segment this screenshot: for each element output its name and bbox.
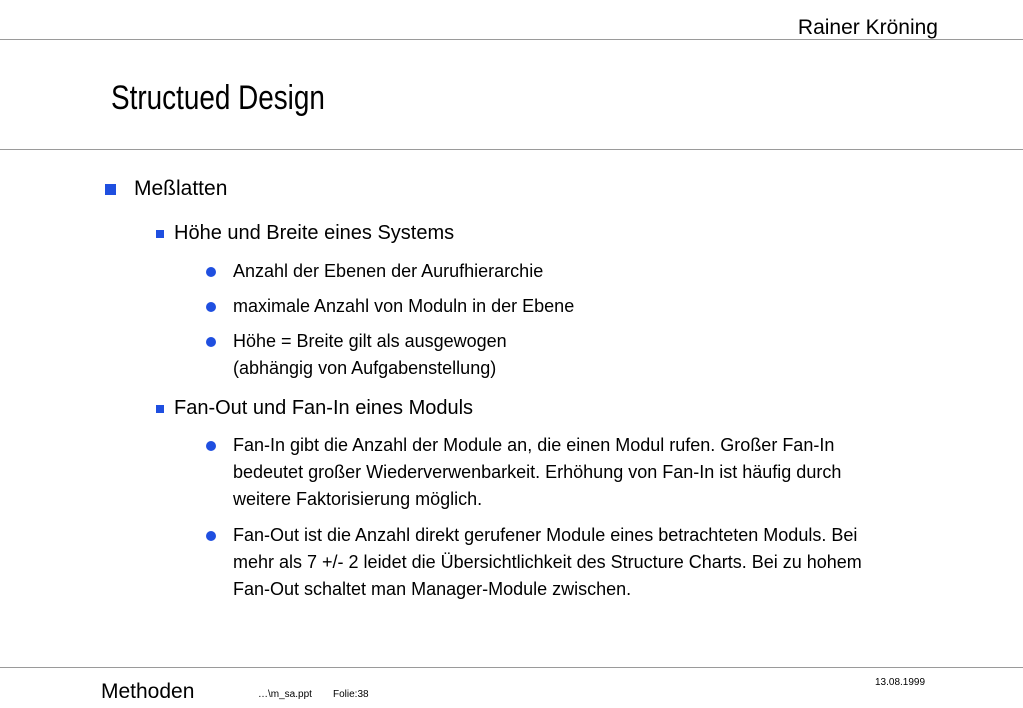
round-bullet-icon [206, 337, 216, 347]
bullet-line: mehr als 7 +/- 2 leidet die Übersichtlichkeit des Structure Charts. Bei zu hohem [233, 552, 862, 572]
bullet-line: weitere Faktorisierung möglich. [233, 489, 483, 509]
bullet-line: maximale Anzahl von Moduln in der Ebene [233, 296, 575, 316]
square-bullet-icon [105, 184, 116, 195]
bullet-text: Meßlatten [134, 177, 228, 200]
bullet-line: Anzahl der Ebenen der Aurufhierarchie [233, 261, 544, 281]
round-bullet-icon [206, 531, 216, 541]
bullet-text: Höhe und Breite eines Systems [174, 222, 455, 244]
footer-date: 13.08.1999 [875, 677, 926, 688]
bullet-line: Fan-In gibt die Anzahl der Module an, die einen Modul rufen. Großer Fan-In [233, 435, 835, 455]
footer-rule [0, 667, 1023, 668]
bullet-text: Fan-Out und Fan-In eines Moduls [174, 397, 474, 419]
square-bullet-icon [156, 230, 164, 238]
bullet-line: (abhängig von Aufgabenstellung) [233, 358, 497, 378]
bullet-text [233, 432, 841, 513]
header-rule [0, 39, 1023, 40]
bullet-line: Fan-Out schaltet man Manager-Module zwischen. [233, 579, 632, 599]
slide-title: Structued Design [111, 79, 325, 117]
author-name: Rainer Kröning [797, 16, 938, 39]
bullet-text [233, 522, 862, 603]
bullet-text [233, 328, 507, 382]
round-bullet-icon [206, 267, 216, 277]
round-bullet-icon [206, 441, 216, 451]
footer-section-title: Methoden [101, 680, 195, 703]
title-rule [0, 149, 1023, 150]
bullet-line: Fan-Out ist die Anzahl direkt gerufener Module eines betrachteten Moduls. Bei [233, 525, 858, 545]
bullet-text [233, 293, 574, 320]
bullet-line: Höhe = Breite gilt als ausgewogen [233, 331, 507, 351]
square-bullet-icon [156, 405, 164, 413]
footer-file-name: …\m_sa.ppt [258, 689, 312, 700]
footer-slide-number: Folie:38 [333, 689, 369, 700]
bullet-line: bedeutet großer Wiederverwenbarkeit. Erhöhung von Fan-In ist häufig durch [233, 462, 842, 482]
bullet-text [233, 258, 543, 285]
round-bullet-icon [206, 302, 216, 312]
